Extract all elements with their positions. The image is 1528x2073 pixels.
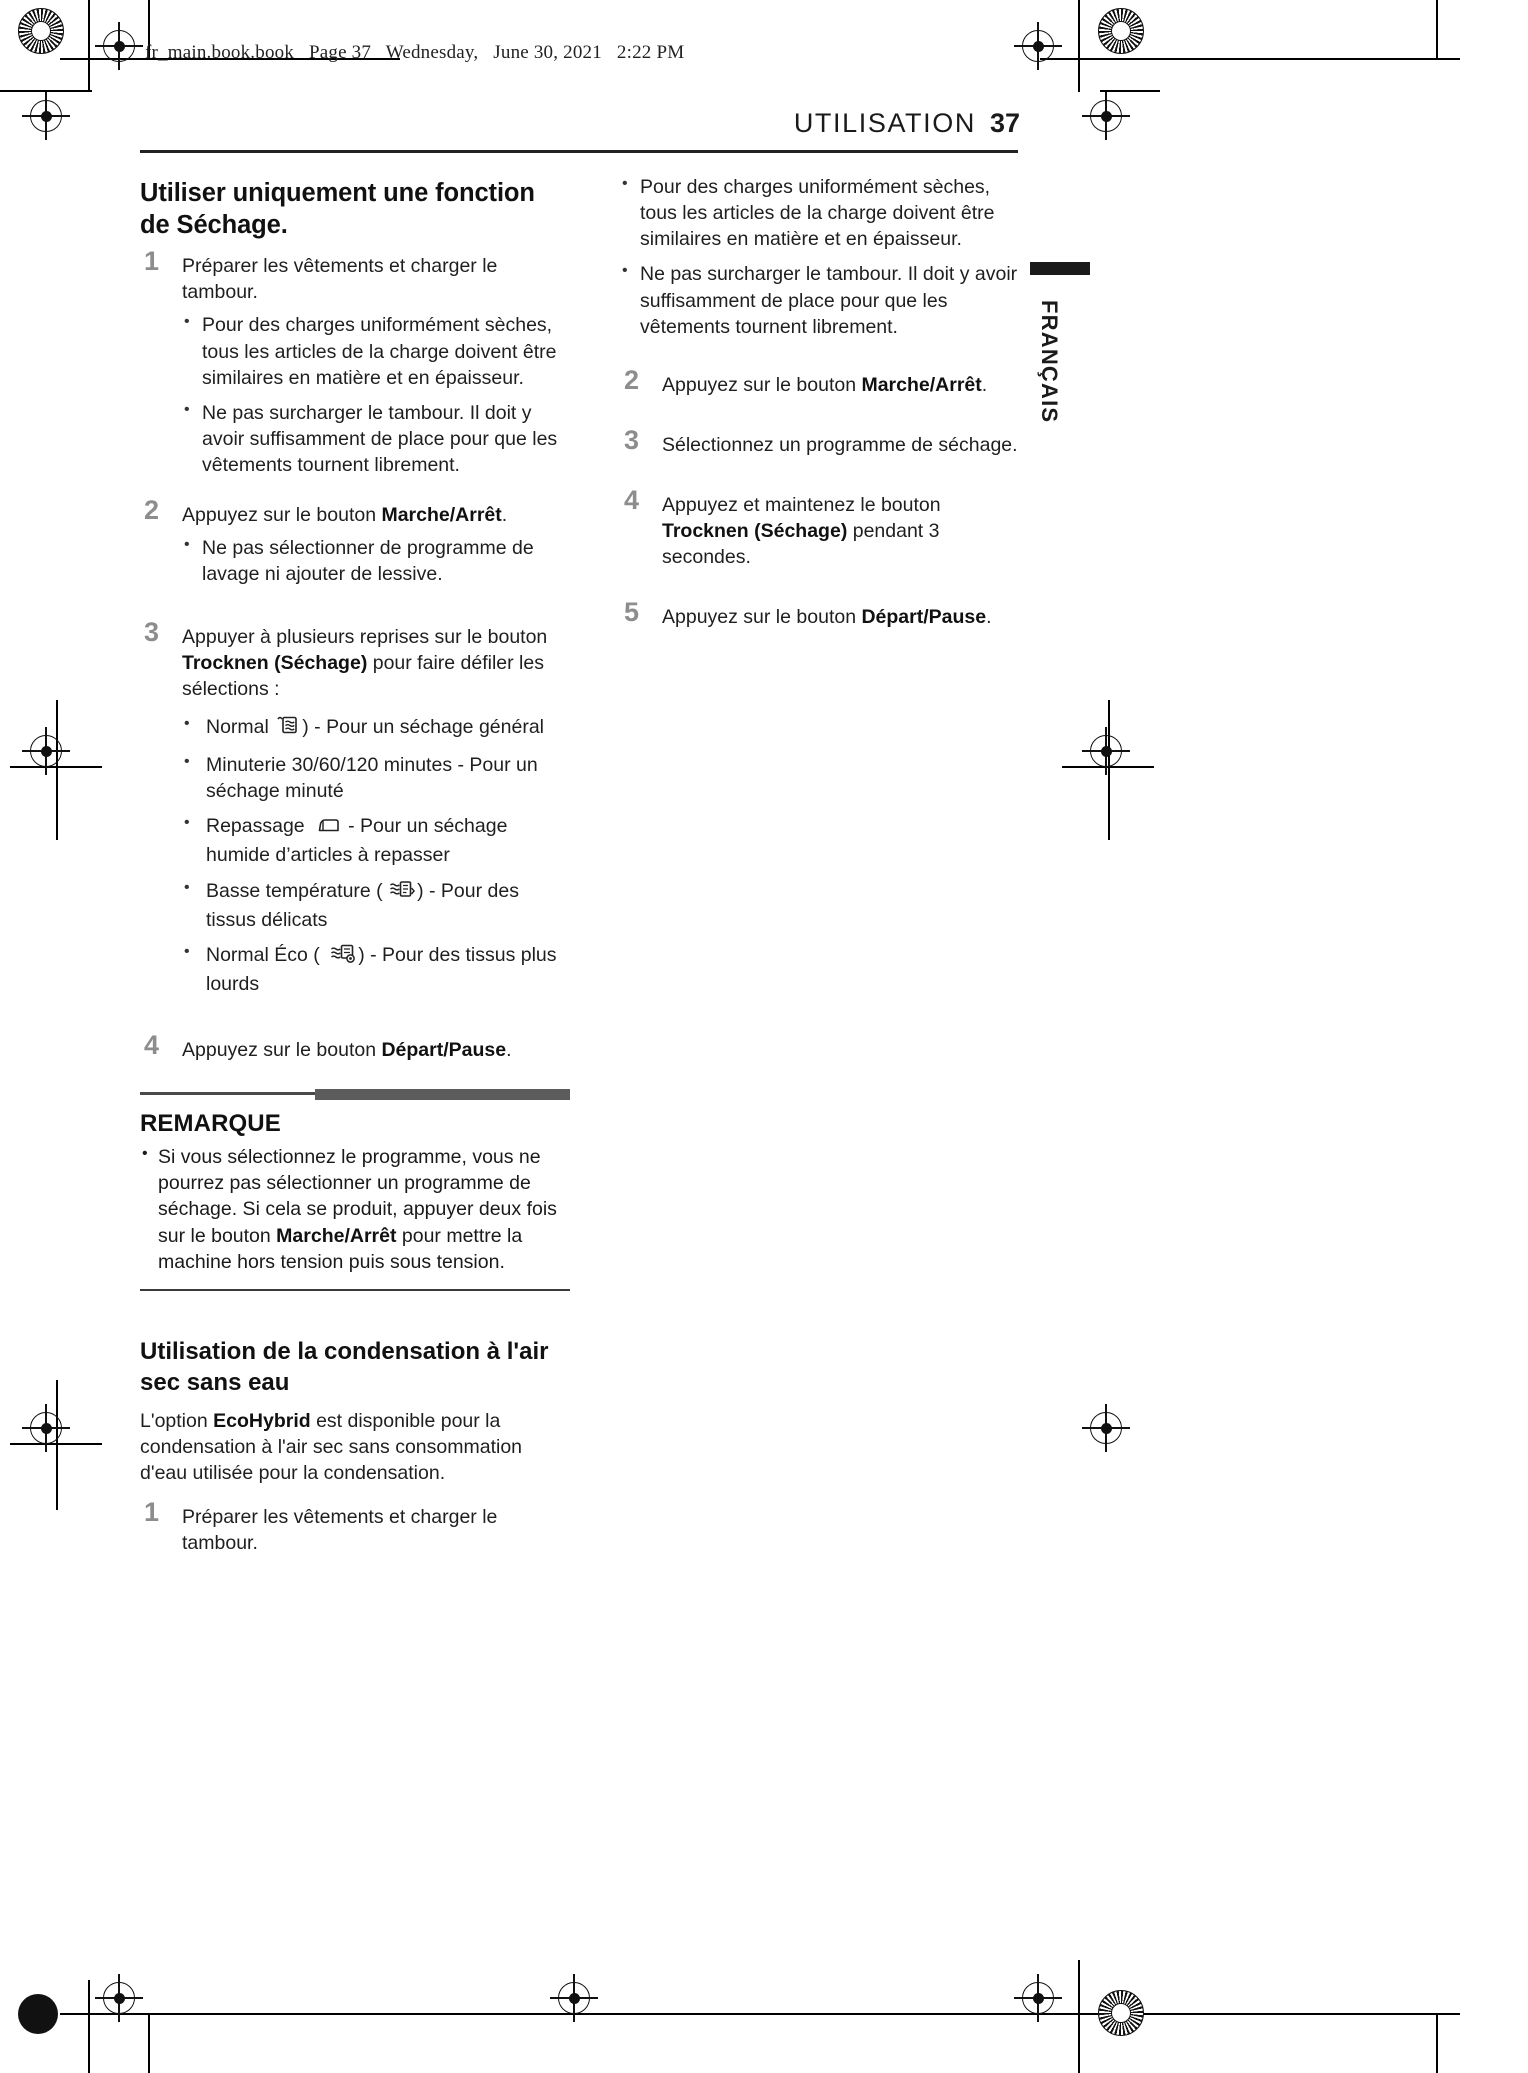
page-number: 37 bbox=[989, 108, 1020, 138]
step-number: 3 bbox=[144, 616, 160, 647]
intro-tail: est disponible pour la condensation à l'air sec sans consommation d'eau utilisée pour la condensation. bbox=[140, 1409, 523, 1485]
step-text: Préparer les vêtements et charger le tambour. bbox=[182, 1506, 498, 1555]
step-number: 4 bbox=[144, 1030, 160, 1061]
option-label: Repassage bbox=[206, 815, 305, 838]
button-name-emphasis: Trocknen (Séchage) bbox=[662, 520, 848, 543]
option-suffix: - Pour un séchage humide d’articles à repasser bbox=[206, 815, 508, 867]
crop-line bbox=[88, 1980, 90, 2073]
step-item bbox=[620, 364, 1020, 398]
step-text-lead: Appuyez sur le bouton bbox=[662, 373, 862, 396]
drying-options-list bbox=[182, 714, 570, 997]
option-suffix: ) - Pour des tissus plus lourds bbox=[206, 943, 557, 995]
right-column bbox=[620, 170, 1020, 640]
step-text bbox=[182, 1039, 512, 1061]
registration-mark bbox=[1090, 100, 1122, 132]
step-text: Préparer les vêtements et charger le tambour. bbox=[182, 255, 498, 304]
crop-line bbox=[1040, 58, 1460, 60]
crop-line bbox=[10, 1443, 102, 1445]
step-text-lead: Sélectionnez un programme de séchage. bbox=[662, 433, 1018, 456]
note-item bbox=[140, 1144, 570, 1275]
step-text-lead: Appuyez sur le bouton bbox=[182, 504, 382, 527]
note-title: REMARQUE bbox=[140, 1110, 281, 1138]
step-text bbox=[662, 494, 941, 568]
option-suffix: ) - Pour des tissus délicats bbox=[206, 879, 519, 931]
note-text-tail: pour mettre la machine hors tension puis sous tension. bbox=[158, 1224, 523, 1273]
slug-time: 2:22 PM bbox=[616, 42, 685, 63]
registration-mark bbox=[1090, 735, 1122, 767]
step-number: 2 bbox=[624, 364, 640, 395]
step-number: 2 bbox=[144, 495, 160, 526]
option-label: Normal Éco ( bbox=[206, 943, 320, 966]
bullet-item: • Pour des charges uniformément sèches, tous les articles de la charge doivent être similaires en matière et en épaisseur. bbox=[182, 312, 570, 390]
registration-mark bbox=[30, 735, 62, 767]
step-bullets bbox=[182, 312, 570, 478]
step-text-tail: pendant 3 secondes. bbox=[662, 520, 940, 569]
registration-mark bbox=[30, 100, 62, 132]
crop-line bbox=[10, 766, 102, 768]
step-item bbox=[140, 1030, 570, 1063]
crop-line bbox=[56, 700, 58, 840]
crop-line bbox=[1078, 1960, 1080, 2073]
step-item bbox=[620, 597, 1020, 630]
note-box bbox=[140, 1089, 570, 1291]
step-text bbox=[662, 606, 992, 628]
eco-dry-icon bbox=[330, 944, 357, 971]
registration-mark bbox=[558, 1982, 590, 2014]
step-text bbox=[662, 374, 987, 396]
bullet-item: • Ne pas surcharger le tambour. Il doit y avoir suffisamment de place pour que les vêtements tournent librement. bbox=[182, 400, 570, 478]
crop-line bbox=[56, 1380, 58, 1510]
left-column bbox=[140, 170, 570, 1565]
bullet-item: • Ne pas sélectionner de programme de lavage ni ajouter de lessive. bbox=[182, 535, 570, 587]
step-number: 1 bbox=[144, 246, 160, 277]
step-number: 1 bbox=[144, 1497, 160, 1528]
step-item bbox=[140, 616, 570, 998]
registration-mark bbox=[1090, 1412, 1122, 1444]
right-steps-list bbox=[620, 364, 1020, 631]
bullet-item: • Ne pas surcharger le tambour. Il doit y avoir suffisamment de place pour que les vêtements tournent librement. bbox=[620, 261, 1020, 339]
drying-option-iron bbox=[182, 813, 570, 868]
slug-filename: fr_main.book.book bbox=[145, 42, 295, 63]
registration-mark bbox=[103, 1982, 135, 2014]
option-label: Basse température ( bbox=[206, 879, 383, 902]
button-name-emphasis: Départ/Pause bbox=[861, 606, 987, 629]
step-number: 5 bbox=[624, 597, 640, 628]
note-top-bar bbox=[140, 1089, 570, 1100]
iron-dry-icon bbox=[317, 816, 341, 842]
step-text-lead: Appuyez sur le bouton bbox=[662, 606, 862, 629]
step-number: 4 bbox=[624, 485, 640, 515]
bullet-item: • Pour des charges uniformément sèches, tous les articles de la charge doivent être similaires en matière et en épaisseur. bbox=[620, 174, 1020, 252]
button-name-emphasis: Trocknen (Séchage) bbox=[182, 651, 368, 674]
step-text-lead: Appuyez et maintenez le bouton bbox=[662, 494, 941, 516]
step-text-tail: . bbox=[986, 606, 992, 629]
starburst-mark bbox=[18, 8, 64, 54]
starburst-mark bbox=[1098, 8, 1144, 54]
drying-option-low-temp bbox=[182, 878, 570, 933]
note-bar-thick bbox=[315, 1089, 570, 1100]
slug-date: June 30, 2021 bbox=[493, 42, 602, 63]
section2-intro bbox=[140, 1408, 570, 1486]
step-text-tail: pour faire défiler les sélections : bbox=[182, 651, 544, 700]
drying-option-eco bbox=[182, 942, 570, 997]
crop-line bbox=[1436, 0, 1438, 60]
continued-bullets bbox=[620, 174, 1020, 340]
button-name-emphasis: Marche/Arrêt bbox=[381, 504, 502, 527]
feature-name-emphasis: EcoHybrid bbox=[213, 1409, 311, 1432]
step-text-tail: . bbox=[506, 1039, 512, 1062]
option-label: Minuterie 30/60/120 minutes - Pour un séchage minuté bbox=[206, 754, 538, 803]
intro-lead: L'option bbox=[140, 1409, 214, 1432]
normal-dry-icon bbox=[275, 715, 301, 743]
step-text-lead: Appuyer à plusieurs reprises sur le bouton bbox=[182, 625, 548, 648]
section-heading-drying: Utiliser uniquement une fonction de Séchage. bbox=[140, 179, 535, 239]
button-name-emphasis: Marche/Arrêt bbox=[861, 373, 982, 396]
low-temp-dry-icon bbox=[389, 880, 416, 907]
crop-line bbox=[60, 2013, 620, 2015]
header-rule bbox=[140, 150, 1018, 153]
step-text-tail: . bbox=[501, 504, 508, 527]
language-tab-label: FRANÇAIS bbox=[1037, 300, 1062, 424]
slug-weekday: Wednesday, bbox=[385, 42, 479, 63]
note-text-lead: Si vous sélectionnez le programme, vous ne pourrez pas sélectionner un programme de séchage. Si cela se produit, appuyer deux fois sur le bouton bbox=[158, 1146, 557, 1247]
crop-line bbox=[1436, 2013, 1438, 2073]
step-item bbox=[620, 424, 1020, 458]
step-bullets bbox=[182, 535, 570, 587]
starburst-mark bbox=[1098, 1990, 1144, 2036]
step-text bbox=[662, 434, 1018, 456]
step-text bbox=[182, 626, 547, 700]
solid-dot-mark bbox=[18, 1994, 58, 2034]
crop-line bbox=[1108, 700, 1110, 840]
crop-line bbox=[88, 0, 90, 92]
crop-line bbox=[560, 2013, 1460, 2015]
step-text bbox=[182, 504, 507, 526]
option-label: Normal bbox=[206, 715, 269, 738]
section-heading-condensation: Utilisation de la condensation à l'air sec sans eau bbox=[140, 1338, 549, 1396]
drying-steps-list bbox=[140, 246, 570, 1063]
registration-mark bbox=[30, 1412, 62, 1444]
step-item bbox=[140, 495, 570, 587]
button-name-emphasis: Départ/Pause bbox=[381, 1039, 507, 1062]
registration-mark bbox=[1022, 30, 1054, 62]
print-slug bbox=[145, 42, 694, 64]
drying-option-timer bbox=[182, 752, 570, 804]
step-item bbox=[140, 1497, 570, 1556]
registration-mark bbox=[1022, 1982, 1054, 2014]
crop-line bbox=[1100, 90, 1160, 92]
button-name-emphasis: Marche/Arrêt bbox=[276, 1224, 397, 1247]
crop-line bbox=[1078, 0, 1080, 92]
condensation-steps-list bbox=[140, 1497, 570, 1556]
running-head-title: UTILISATION bbox=[793, 108, 976, 138]
registration-mark bbox=[103, 30, 135, 62]
crop-line bbox=[148, 2013, 150, 2073]
running-head bbox=[794, 108, 1020, 139]
step-item bbox=[140, 246, 570, 478]
language-tab-bar bbox=[1030, 262, 1090, 275]
step-text-tail: . bbox=[981, 373, 988, 396]
option-suffix: ) - Pour un séchage général bbox=[302, 715, 544, 738]
drying-option-normal bbox=[182, 714, 570, 743]
slug-page: Page 37 bbox=[309, 42, 372, 63]
step-text-lead: Appuyez sur le bouton bbox=[182, 1039, 382, 1062]
note-list bbox=[140, 1144, 570, 1275]
step-item bbox=[620, 485, 1020, 570]
step-number: 3 bbox=[624, 424, 640, 455]
